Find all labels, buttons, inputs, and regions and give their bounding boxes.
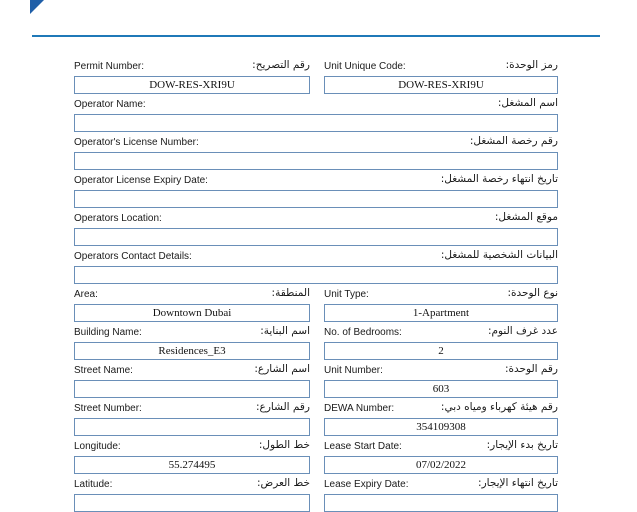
dewa-number-field[interactable]: 354109308	[324, 418, 558, 436]
permit-number-field[interactable]: DOW-RES-XRI9U	[74, 76, 310, 94]
lease-start-label-en: Lease Start Date:	[324, 441, 402, 452]
row-permit	[74, 55, 558, 93]
dewa-number-label-ar: رقم هيئة كهرباء ومياه دبي:	[440, 401, 558, 413]
bedrooms-field[interactable]: 2	[324, 342, 558, 360]
operators-contact-label-ar: البيانات الشخصية للمشغل:	[440, 249, 558, 261]
area-label-en: Area:	[74, 289, 98, 300]
permit-form	[74, 55, 558, 511]
operator-license-number-field[interactable]	[74, 152, 558, 170]
street-number-label-en: Street Number:	[74, 403, 142, 414]
row-operator-name	[74, 93, 558, 131]
row-area	[74, 283, 558, 321]
unit-number-field[interactable]: 603	[324, 380, 558, 398]
operators-location-field[interactable]	[74, 228, 558, 246]
row-longitude	[74, 435, 558, 473]
operator-license-number-label-ar: رقم رخصة المشغل:	[469, 135, 558, 147]
row-operator-license-number	[74, 131, 558, 169]
field-unit-number	[324, 359, 558, 397]
longitude-label-ar: خط الطول:	[258, 439, 310, 451]
lease-expiry-label-en: Lease Expiry Date:	[324, 479, 409, 490]
row-street-number	[74, 397, 558, 435]
field-street-number	[74, 397, 310, 435]
operator-name-field[interactable]	[74, 114, 558, 132]
field-lease-start	[324, 435, 558, 473]
latitude-field[interactable]	[74, 494, 310, 512]
lease-expiry-field[interactable]	[324, 494, 558, 512]
unit-type-label-ar: نوع الوحدة:	[507, 287, 558, 299]
row-building	[74, 321, 558, 359]
operators-location-label-ar: موقع المشغل:	[494, 211, 558, 223]
street-name-label-ar: اسم الشارع:	[254, 363, 310, 375]
unit-unique-code-label-en: Unit Unique Code:	[324, 61, 406, 72]
operator-license-expiry-label-ar: تاريخ انتهاء رخصة المشغل:	[440, 173, 558, 185]
unit-type-field[interactable]: 1-Apartment	[324, 304, 558, 322]
operator-name-label-en: Operator Name:	[74, 99, 146, 110]
header-divider	[32, 35, 600, 37]
permit-number-label-en: Permit Number:	[74, 61, 145, 72]
dewa-number-label-en: DEWA Number:	[324, 403, 395, 414]
street-number-field[interactable]	[74, 418, 310, 436]
field-unit-type	[324, 283, 558, 321]
operator-license-expiry-field[interactable]	[74, 190, 558, 208]
area-field[interactable]: Downtown Dubai	[74, 304, 310, 322]
longitude-field[interactable]: 55.274495	[74, 456, 310, 474]
field-street-name	[74, 359, 310, 397]
lease-start-field[interactable]: 07/02/2022	[324, 456, 558, 474]
latitude-label-ar: خط العرض:	[256, 477, 310, 489]
field-permit-number	[74, 55, 310, 93]
field-unit-unique-code	[324, 55, 558, 93]
street-name-label-en: Street Name:	[74, 365, 133, 376]
field-lease-expiry	[324, 473, 558, 511]
operators-contact-field[interactable]	[74, 266, 558, 284]
corner-accent	[30, 0, 44, 14]
field-bedrooms	[324, 321, 558, 359]
lease-expiry-label-ar: تاريخ انتهاء الإيجار:	[478, 477, 558, 489]
street-number-label-ar: رقم الشارع:	[256, 401, 310, 413]
operator-license-expiry-label-en: Operator License Expiry Date:	[74, 175, 208, 186]
unit-unique-code-label-ar: رمز الوحدة:	[505, 59, 558, 71]
latitude-label-en: Latitude:	[74, 479, 113, 490]
row-operators-contact	[74, 245, 558, 283]
bedrooms-label-en: No. of Bedrooms:	[324, 327, 402, 338]
operators-contact-label-en: Operators Contact Details:	[74, 251, 192, 262]
bedrooms-label-ar: عدد غرف النوم:	[487, 325, 558, 337]
row-street-name	[74, 359, 558, 397]
unit-type-label-en: Unit Type:	[324, 289, 369, 300]
unit-unique-code-field[interactable]: DOW-RES-XRI9U	[324, 76, 558, 94]
operator-name-label-ar: اسم المشغل:	[497, 97, 558, 109]
operator-license-number-label-en: Operator's License Number:	[74, 137, 199, 148]
lease-start-label-ar: تاريخ بدء الإيجار:	[486, 439, 558, 451]
field-latitude	[74, 473, 310, 511]
field-dewa-number	[324, 397, 558, 435]
row-latitude	[74, 473, 558, 511]
field-area	[74, 283, 310, 321]
street-name-field[interactable]	[74, 380, 310, 398]
building-name-label-en: Building Name:	[74, 327, 142, 338]
longitude-label-en: Longitude:	[74, 441, 121, 452]
row-operators-location	[74, 207, 558, 245]
unit-number-label-en: Unit Number:	[324, 365, 383, 376]
field-longitude	[74, 435, 310, 473]
operators-location-label-en: Operators Location:	[74, 213, 162, 224]
unit-number-label-ar: رقم الوحدة:	[505, 363, 558, 375]
area-label-ar: المنطقة:	[271, 287, 310, 299]
field-building-name	[74, 321, 310, 359]
building-name-field[interactable]: Residences_E3	[74, 342, 310, 360]
row-operator-license-expiry	[74, 169, 558, 207]
permit-number-label-ar: رقم التصريح:	[252, 59, 310, 71]
building-name-label-ar: اسم البناية:	[260, 325, 310, 337]
